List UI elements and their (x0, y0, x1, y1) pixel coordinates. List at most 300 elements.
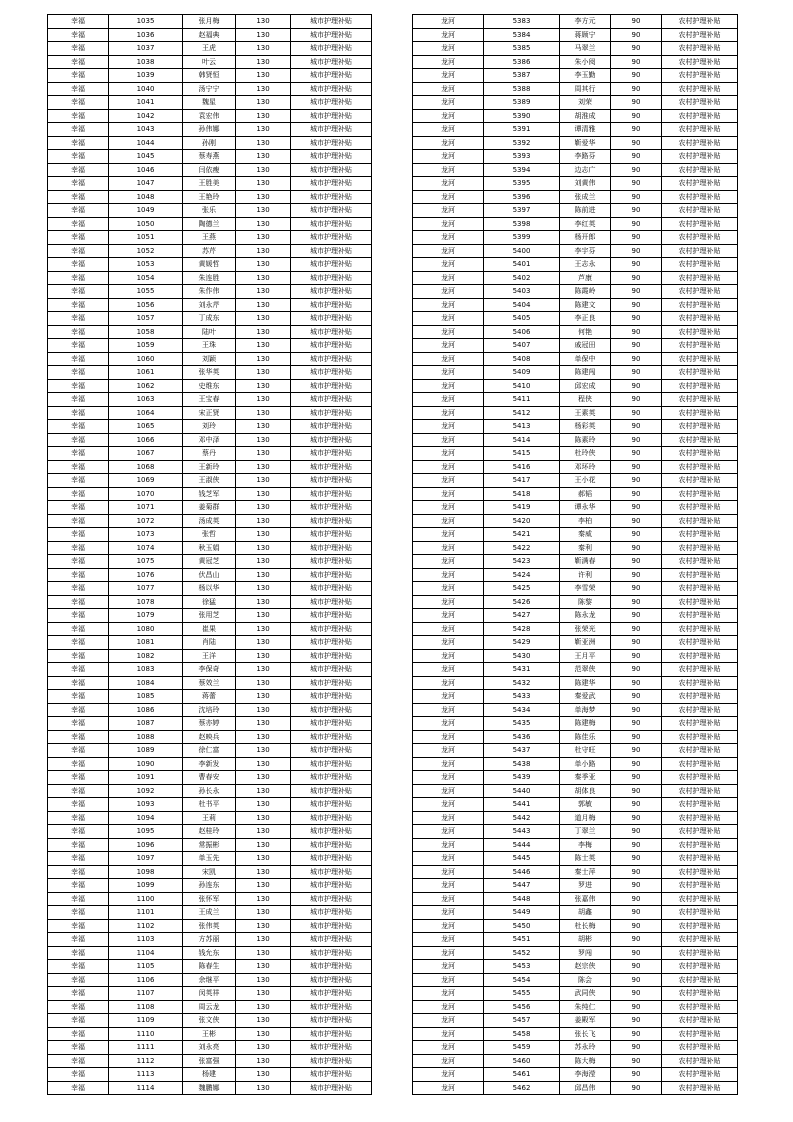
id-cell: 5384 (484, 28, 560, 42)
amount-cell: 130 (236, 933, 291, 947)
name-cell: 李方元 (560, 15, 611, 29)
name-cell: 陈建华 (560, 676, 611, 690)
table-row (413, 744, 738, 758)
category-cell: 农村护理补贴 (662, 622, 738, 636)
table-row (48, 771, 372, 785)
table-row (48, 973, 372, 987)
table-row (48, 123, 372, 137)
amount-cell: 90 (611, 258, 662, 272)
category-cell: 农村护理补贴 (662, 42, 738, 56)
name-cell: 朱小阅 (560, 55, 611, 69)
amount-cell: 90 (611, 298, 662, 312)
name-cell: 单海梦 (560, 703, 611, 717)
table-row (413, 136, 738, 150)
region-cell: 龙河 (413, 609, 484, 623)
table-row (48, 595, 372, 609)
amount-cell: 90 (611, 541, 662, 555)
table-row (48, 811, 372, 825)
region-cell: 幸福 (48, 838, 109, 852)
category-cell: 城市护理补贴 (291, 919, 372, 933)
table-row (413, 946, 738, 960)
category-cell: 城市护理补贴 (291, 892, 372, 906)
category-cell: 城市护理补贴 (291, 1041, 372, 1055)
amount-cell: 130 (236, 420, 291, 434)
amount-cell: 130 (236, 190, 291, 204)
table-row (413, 217, 738, 231)
id-cell: 1102 (109, 919, 183, 933)
id-cell: 1070 (109, 487, 183, 501)
amount-cell: 90 (611, 123, 662, 137)
amount-cell: 130 (236, 285, 291, 299)
name-cell: 单小路 (560, 757, 611, 771)
region-cell: 龙河 (413, 163, 484, 177)
table-row (48, 852, 372, 866)
name-cell: 汤宁宁 (183, 82, 236, 96)
id-cell: 5429 (484, 636, 560, 650)
category-cell: 农村护理补贴 (662, 879, 738, 893)
category-cell: 农村护理补贴 (662, 798, 738, 812)
category-cell: 城市护理补贴 (291, 42, 372, 56)
category-cell: 农村护理补贴 (662, 487, 738, 501)
amount-cell: 90 (611, 1027, 662, 1041)
category-cell: 城市护理补贴 (291, 649, 372, 663)
name-cell: 李玉勤 (560, 69, 611, 83)
region-cell: 幸福 (48, 325, 109, 339)
id-cell: 5443 (484, 825, 560, 839)
region-cell: 龙河 (413, 393, 484, 407)
amount-cell: 130 (236, 960, 291, 974)
id-cell: 5397 (484, 204, 560, 218)
id-cell: 1105 (109, 960, 183, 974)
table-row (48, 501, 372, 515)
region-cell: 幸福 (48, 757, 109, 771)
category-cell: 城市护理补贴 (291, 271, 372, 285)
id-cell: 5446 (484, 865, 560, 879)
region-cell: 幸福 (48, 366, 109, 380)
category-cell: 城市护理补贴 (291, 582, 372, 596)
id-cell: 1088 (109, 730, 183, 744)
name-cell: 赵映兵 (183, 730, 236, 744)
amount-cell: 130 (236, 460, 291, 474)
table-row (413, 474, 738, 488)
id-cell: 5403 (484, 285, 560, 299)
amount-cell: 130 (236, 906, 291, 920)
name-cell: 杜守旺 (560, 744, 611, 758)
name-cell: 史维东 (183, 379, 236, 393)
region-cell: 龙河 (413, 852, 484, 866)
category-cell: 农村护理补贴 (662, 123, 738, 137)
table-row (48, 55, 372, 69)
category-cell: 城市护理补贴 (291, 244, 372, 258)
table-row (413, 541, 738, 555)
category-cell: 城市护理补贴 (291, 784, 372, 798)
amount-cell: 90 (611, 946, 662, 960)
name-cell: 秦利 (560, 541, 611, 555)
name-cell: 芦康 (560, 271, 611, 285)
name-cell: 陆叶 (183, 325, 236, 339)
amount-cell: 130 (236, 649, 291, 663)
name-cell: 李宇芬 (560, 244, 611, 258)
name-cell: 胡淮成 (560, 109, 611, 123)
id-cell: 1081 (109, 636, 183, 650)
name-cell: 郝韬 (560, 487, 611, 501)
region-cell: 幸福 (48, 622, 109, 636)
category-cell: 城市护理补贴 (291, 285, 372, 299)
name-cell: 王志永 (560, 258, 611, 272)
region-cell: 龙河 (413, 1027, 484, 1041)
region-cell: 幸福 (48, 933, 109, 947)
name-cell: 王成兰 (183, 906, 236, 920)
category-cell: 城市护理补贴 (291, 973, 372, 987)
name-cell: 秦士萍 (560, 865, 611, 879)
region-cell: 幸福 (48, 1081, 109, 1095)
amount-cell: 130 (236, 1054, 291, 1068)
table-row (48, 744, 372, 758)
id-cell: 5409 (484, 366, 560, 380)
id-cell: 1035 (109, 15, 183, 29)
amount-cell: 130 (236, 379, 291, 393)
table-row (48, 298, 372, 312)
amount-cell: 90 (611, 744, 662, 758)
region-cell: 龙河 (413, 784, 484, 798)
category-cell: 城市护理补贴 (291, 960, 372, 974)
name-cell: 马翠兰 (560, 42, 611, 56)
name-cell: 蔡亦婷 (183, 717, 236, 731)
region-cell: 幸福 (48, 636, 109, 650)
name-cell: 苏芹 (183, 244, 236, 258)
region-cell: 幸福 (48, 406, 109, 420)
category-cell: 农村护理补贴 (662, 28, 738, 42)
amount-cell: 90 (611, 811, 662, 825)
id-cell: 5452 (484, 946, 560, 960)
table-row (413, 730, 738, 744)
category-cell: 城市护理补贴 (291, 501, 372, 515)
category-cell: 农村护理补贴 (662, 474, 738, 488)
table-row (413, 636, 738, 650)
category-cell: 城市护理补贴 (291, 352, 372, 366)
region-cell: 龙河 (413, 865, 484, 879)
table-row (413, 177, 738, 191)
region-cell: 龙河 (413, 906, 484, 920)
amount-cell: 90 (611, 892, 662, 906)
region-cell: 龙河 (413, 96, 484, 110)
region-cell: 幸福 (48, 15, 109, 29)
table-row (48, 339, 372, 353)
amount-cell: 130 (236, 55, 291, 69)
name-cell: 黄媛哲 (183, 258, 236, 272)
id-cell: 5416 (484, 460, 560, 474)
amount-cell: 130 (236, 825, 291, 839)
amount-cell: 90 (611, 906, 662, 920)
table-row (48, 352, 372, 366)
amount-cell: 90 (611, 771, 662, 785)
amount-cell: 130 (236, 1081, 291, 1095)
category-cell: 农村护理补贴 (662, 1041, 738, 1055)
region-cell: 幸福 (48, 96, 109, 110)
region-cell: 幸福 (48, 420, 109, 434)
name-cell: 张华英 (183, 366, 236, 380)
table-row (48, 217, 372, 231)
name-cell: 邓中泽 (183, 433, 236, 447)
region-cell: 龙河 (413, 69, 484, 83)
category-cell: 农村护理补贴 (662, 217, 738, 231)
category-cell: 农村护理补贴 (662, 1027, 738, 1041)
id-cell: 1055 (109, 285, 183, 299)
id-cell: 5436 (484, 730, 560, 744)
amount-cell: 130 (236, 150, 291, 164)
name-cell: 余继平 (183, 973, 236, 987)
amount-cell: 90 (611, 690, 662, 704)
table-row (48, 906, 372, 920)
id-cell: 1111 (109, 1041, 183, 1055)
id-cell: 1098 (109, 865, 183, 879)
id-cell: 5388 (484, 82, 560, 96)
id-cell: 1074 (109, 541, 183, 555)
region-cell: 龙河 (413, 339, 484, 353)
amount-cell: 90 (611, 325, 662, 339)
amount-cell: 130 (236, 595, 291, 609)
id-cell: 5431 (484, 663, 560, 677)
id-cell: 5402 (484, 271, 560, 285)
name-cell: 陈建文 (560, 298, 611, 312)
region-cell: 幸福 (48, 595, 109, 609)
id-cell: 5433 (484, 690, 560, 704)
table-row (413, 42, 738, 56)
id-cell: 5404 (484, 298, 560, 312)
amount-cell: 130 (236, 798, 291, 812)
name-cell: 杨以华 (183, 582, 236, 596)
table-row (48, 406, 372, 420)
table-row (48, 676, 372, 690)
region-cell: 龙河 (413, 514, 484, 528)
id-cell: 1065 (109, 420, 183, 434)
table-row (48, 1054, 372, 1068)
category-cell: 农村护理补贴 (662, 582, 738, 596)
id-cell: 5438 (484, 757, 560, 771)
id-cell: 5418 (484, 487, 560, 501)
region-cell: 龙河 (413, 663, 484, 677)
table-row (48, 96, 372, 110)
region-cell: 幸福 (48, 919, 109, 933)
category-cell: 农村护理补贴 (662, 163, 738, 177)
region-cell: 幸福 (48, 447, 109, 461)
category-cell: 城市护理补贴 (291, 528, 372, 542)
region-cell: 幸福 (48, 204, 109, 218)
category-cell: 农村护理补贴 (662, 1014, 738, 1028)
amount-cell: 130 (236, 771, 291, 785)
table-row (413, 757, 738, 771)
name-cell: 陈霞岭 (560, 285, 611, 299)
name-cell: 陈士英 (560, 852, 611, 866)
name-cell: 张嘉伟 (560, 892, 611, 906)
category-cell: 农村护理补贴 (662, 541, 738, 555)
category-cell: 城市护理补贴 (291, 798, 372, 812)
region-cell: 龙河 (413, 595, 484, 609)
region-cell: 幸福 (48, 946, 109, 960)
amount-cell: 90 (611, 649, 662, 663)
table-row (413, 55, 738, 69)
name-cell: 陈前进 (560, 204, 611, 218)
region-cell: 龙河 (413, 541, 484, 555)
category-cell: 城市护理补贴 (291, 258, 372, 272)
table-row (413, 460, 738, 474)
table-row (413, 379, 738, 393)
amount-cell: 130 (236, 622, 291, 636)
table-row (48, 717, 372, 731)
region-cell: 龙河 (413, 298, 484, 312)
table-row (413, 487, 738, 501)
amount-cell: 90 (611, 150, 662, 164)
region-cell: 龙河 (413, 474, 484, 488)
amount-cell: 90 (611, 622, 662, 636)
category-cell: 城市护理补贴 (291, 555, 372, 569)
table-row (413, 825, 738, 839)
category-cell: 农村护理补贴 (662, 96, 738, 110)
id-cell: 1103 (109, 933, 183, 947)
id-cell: 1067 (109, 447, 183, 461)
region-cell: 幸福 (48, 42, 109, 56)
region-cell: 幸福 (48, 379, 109, 393)
category-cell: 城市护理补贴 (291, 217, 372, 231)
table-row (413, 271, 738, 285)
name-cell: 杨开郎 (560, 231, 611, 245)
id-cell: 5407 (484, 339, 560, 353)
amount-cell: 130 (236, 231, 291, 245)
table-row (413, 501, 738, 515)
amount-cell: 90 (611, 379, 662, 393)
id-cell: 5426 (484, 595, 560, 609)
id-cell: 1109 (109, 1014, 183, 1028)
category-cell: 城市护理补贴 (291, 825, 372, 839)
table-row (413, 528, 738, 542)
region-cell: 龙河 (413, 555, 484, 569)
amount-cell: 90 (611, 919, 662, 933)
roster-table-right (412, 14, 738, 1095)
region-cell: 龙河 (413, 568, 484, 582)
region-cell: 幸福 (48, 393, 109, 407)
amount-cell: 130 (236, 568, 291, 582)
region-cell: 幸福 (48, 960, 109, 974)
id-cell: 5410 (484, 379, 560, 393)
table-row (48, 784, 372, 798)
amount-cell: 130 (236, 136, 291, 150)
id-cell: 5424 (484, 568, 560, 582)
name-cell: 胡鑫 (560, 906, 611, 920)
name-cell: 蔡寿燕 (183, 150, 236, 164)
category-cell: 城市护理补贴 (291, 298, 372, 312)
region-cell: 龙河 (413, 244, 484, 258)
table-row (413, 987, 738, 1001)
table-row (413, 663, 738, 677)
name-cell: 姜殿军 (560, 1014, 611, 1028)
amount-cell: 130 (236, 1027, 291, 1041)
region-cell: 幸福 (48, 555, 109, 569)
table-row (48, 82, 372, 96)
category-cell: 农村护理补贴 (662, 312, 738, 326)
table-row (48, 555, 372, 569)
category-cell: 城市护理补贴 (291, 933, 372, 947)
table-row (413, 798, 738, 812)
name-cell: 邱昌伟 (560, 1081, 611, 1095)
table-row (413, 879, 738, 893)
name-cell: 张怀军 (183, 892, 236, 906)
category-cell: 城市护理补贴 (291, 204, 372, 218)
category-cell: 城市护理补贴 (291, 609, 372, 623)
region-cell: 幸福 (48, 190, 109, 204)
id-cell: 1090 (109, 757, 183, 771)
id-cell: 5398 (484, 217, 560, 231)
id-cell: 5434 (484, 703, 560, 717)
table-row (48, 879, 372, 893)
amount-cell: 130 (236, 892, 291, 906)
amount-cell: 130 (236, 123, 291, 137)
amount-cell: 90 (611, 136, 662, 150)
category-cell: 城市护理补贴 (291, 690, 372, 704)
region-cell: 龙河 (413, 933, 484, 947)
table-row (48, 919, 372, 933)
amount-cell: 130 (236, 393, 291, 407)
table-row (48, 190, 372, 204)
category-cell: 农村护理补贴 (662, 420, 738, 434)
amount-cell: 130 (236, 946, 291, 960)
table-row (48, 528, 372, 542)
table-row (413, 676, 738, 690)
name-cell: 胡彬 (560, 933, 611, 947)
id-cell: 5389 (484, 96, 560, 110)
category-cell: 农村护理补贴 (662, 15, 738, 29)
category-cell: 城市护理补贴 (291, 312, 372, 326)
category-cell: 城市护理补贴 (291, 987, 372, 1001)
amount-cell: 90 (611, 69, 662, 83)
id-cell: 5441 (484, 798, 560, 812)
id-cell: 1096 (109, 838, 183, 852)
amount-cell: 90 (611, 163, 662, 177)
table-row (48, 150, 372, 164)
table-row (48, 622, 372, 636)
category-cell: 城市护理补贴 (291, 15, 372, 29)
amount-cell: 90 (611, 1014, 662, 1028)
id-cell: 1072 (109, 514, 183, 528)
region-cell: 幸福 (48, 649, 109, 663)
id-cell: 5444 (484, 838, 560, 852)
region-cell: 龙河 (413, 190, 484, 204)
amount-cell: 90 (611, 1081, 662, 1095)
name-cell: 杜书平 (183, 798, 236, 812)
name-cell: 张荣光 (560, 622, 611, 636)
region-cell: 龙河 (413, 825, 484, 839)
category-cell: 农村护理补贴 (662, 339, 738, 353)
amount-cell: 90 (611, 663, 662, 677)
category-cell: 农村护理补贴 (662, 1000, 738, 1014)
id-cell: 1107 (109, 987, 183, 1001)
id-cell: 1056 (109, 298, 183, 312)
category-cell: 城市护理补贴 (291, 406, 372, 420)
amount-cell: 90 (611, 433, 662, 447)
id-cell: 1079 (109, 609, 183, 623)
region-cell: 龙河 (413, 447, 484, 461)
region-cell: 幸福 (48, 825, 109, 839)
category-cell: 农村护理补贴 (662, 460, 738, 474)
id-cell: 1063 (109, 393, 183, 407)
table-row (413, 568, 738, 582)
amount-cell: 90 (611, 879, 662, 893)
id-cell: 1095 (109, 825, 183, 839)
region-cell: 龙河 (413, 82, 484, 96)
name-cell: 陈建闯 (560, 366, 611, 380)
table-row (48, 960, 372, 974)
id-cell: 5458 (484, 1027, 560, 1041)
table-row (413, 325, 738, 339)
